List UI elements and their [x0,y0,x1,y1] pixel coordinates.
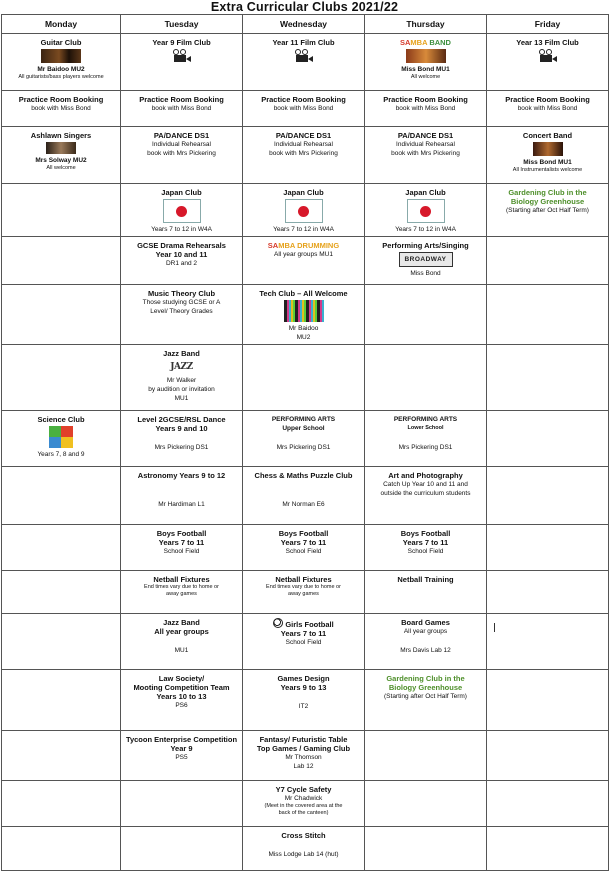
club-cell [487,91,609,127]
club-cell [243,571,365,614]
science-photo [49,426,73,448]
club-cell [365,670,487,731]
club-cell [243,285,365,345]
club-name: Music Theory Club [147,289,216,298]
club-teacher: Mr Walker [166,377,197,384]
empty-cell [2,525,121,571]
empty-cell [487,467,609,525]
jazz-logo: JAZZ [170,362,193,372]
club-cell [2,34,121,91]
table-row [2,525,609,571]
club-cell [121,731,243,781]
club-cell [243,731,365,781]
club-name: Netball Training [397,575,454,584]
empty-cell [2,345,121,411]
empty-cell [365,731,487,781]
club-cell [365,411,487,467]
empty-cell [2,731,121,781]
empty-cell [2,184,121,237]
club-teacher: Mrs Pickering DS1 [154,444,209,451]
club-cell [121,411,243,467]
club-name: PERFORMING ARTS [393,416,458,423]
table-row [2,781,609,827]
club-name: Gardening Club in the [508,188,587,197]
club-note: Years 7 to 12 in W4A [151,226,212,233]
club-name: Japan Club [283,188,324,197]
club-note: book with Mrs Pickering [269,150,338,157]
japan-flag-icon [285,199,323,223]
club-cell [243,34,365,91]
club-cell [365,34,487,91]
clubs-timetable [1,14,609,871]
day-header-friday: Friday [487,15,609,34]
club-cell [121,34,243,91]
club-subtitle: Years 7 to 11 [280,629,327,638]
club-subtitle: Years 7 to 11 [280,538,327,547]
day-header-wednesday: Wednesday [243,15,365,34]
club-name: Year 9 Film Club [152,38,211,47]
guitar-photo [41,49,81,63]
club-note: All guitarists/bass players welcome [18,74,104,80]
club-subtitle: Year 9 [170,744,193,753]
club-subtitle: Lower School [407,425,444,431]
japan-flag-icon [407,199,445,223]
empty-cell [487,525,609,571]
club-name: SAMBA BAND [400,38,451,47]
club-name: Board Games [401,618,450,627]
empty-cell [487,781,609,827]
empty-cell [365,781,487,827]
club-note: Years 7, 8 and 9 [37,451,85,458]
club-cell [365,467,487,525]
empty-cell [487,571,609,614]
club-note: back of the canteen) [278,810,329,816]
club-name: Chess & Maths Puzzle Club [254,471,353,480]
club-cell [365,614,487,670]
club-teacher: Mr Norman E6 [282,501,325,508]
club-cell [365,525,487,571]
club-name: Gardening Club in the [386,674,465,683]
empty-cell [2,614,121,670]
club-note: by audition or invitation [148,386,215,393]
table-row [2,731,609,781]
club-subtitle: Upper School [282,425,325,432]
club-subtitle: All year groups [154,627,209,636]
club-note: book with Mrs Pickering [391,150,460,157]
day-header-tuesday: Tuesday [121,15,243,34]
empty-cell [2,285,121,345]
club-cell [365,571,487,614]
table-row [2,285,609,345]
club-cell [121,614,243,670]
table-row [2,345,609,411]
club-cell [243,670,365,731]
club-note: away games [288,591,319,597]
club-note: Catch Up Year 10 and 11 and [383,481,468,488]
club-note: book with Miss Bond [31,105,91,112]
club-name: PERFORMING ARTS [271,416,336,423]
table-row [2,467,609,525]
club-subtitle: Years 7 to 11 [158,538,205,547]
club-cell [2,127,121,184]
club-name: PA/DANCE DS1 [275,131,332,140]
japan-flag-icon [163,199,201,223]
club-room: PS5 [175,754,188,761]
club-subtitle: Years 9 and 10 [155,424,208,433]
club-name: Japan Club [405,188,446,197]
club-name: Year 13 Film Club [516,38,579,47]
empty-cell [2,571,121,614]
club-name: Netball Fixtures [153,575,210,584]
club-room: MU2 [296,334,311,341]
club-name: Concert Band [522,131,573,140]
club-name: Astronomy Years 9 to 12 [137,471,226,480]
empty-cell [2,827,121,871]
club-cell [243,781,365,827]
empty-cell [121,827,243,871]
club-name: Practice Room Booking [383,95,468,104]
club-teacher: Mrs Solway MU2 [35,157,87,164]
club-note: All Instrumentalists welcome [512,167,583,173]
club-cell [243,91,365,127]
club-cell [243,467,365,525]
club-teacher: Mrs Pickering DS1 [276,444,331,451]
club-room: IT2 [298,703,309,710]
empty-cell [365,285,487,345]
club-room: Lab 12 [293,763,314,770]
club-cell [121,91,243,127]
club-teacher: Miss Bond MU1 [401,66,450,73]
empty-cell [365,827,487,871]
club-note: Level/ Theory Grades [150,308,213,315]
samba-photo [406,49,446,63]
club-cell [2,91,121,127]
club-name: Science Club [37,415,85,424]
club-teacher: Mr Chadwick [284,795,323,802]
empty-cell [121,781,243,827]
club-subtitle: Years 9 to 13 [280,683,327,692]
club-note: All welcome [46,165,76,171]
club-note: away games [166,591,197,597]
broadway-sign: BROADWAY [399,252,453,267]
club-note: Years 7 to 12 in W4A [395,226,456,233]
club-teacher: Mr Baidoo MU2 [37,66,85,73]
club-cell [121,184,243,237]
club-cell [121,670,243,731]
club-name: Law Society/ [158,674,205,683]
club-name: Practice Room Booking [18,95,104,104]
empty-cell [487,614,609,670]
club-name: SAMBA DRUMMING [267,241,340,250]
club-note: All year groups MU1 [274,251,333,258]
club-cell [243,127,365,184]
empty-cell [487,237,609,285]
table-row [2,34,609,91]
club-name: Practice Room Booking [505,95,590,104]
table-row [2,184,609,237]
club-cell [243,411,365,467]
club-teacher: Mr Thomson [285,754,322,761]
club-teacher: Miss Bond MU1 [523,159,572,166]
table-row [2,127,609,184]
club-cell [243,237,365,285]
table-row [2,411,609,467]
club-cell [365,237,487,285]
club-teacher: Mr Baidoo [288,325,319,332]
empty-cell [487,411,609,467]
club-name: Boys Football [156,529,207,538]
club-cell [487,127,609,184]
club-teacher: Miss Lodge Lab 14 (hut) [268,851,339,858]
club-cell [365,184,487,237]
club-note: DR1 and 2 [165,260,198,267]
empty-cell [2,781,121,827]
club-cell [121,127,243,184]
club-cell [121,237,243,285]
club-name: Performing Arts/Singing [382,241,469,250]
club-name: Girls Football [245,618,362,629]
club-name: GCSE Drama Rehearsals [137,241,226,250]
club-note: End times vary due to home or [144,584,219,590]
club-cell [243,184,365,237]
club-cell [121,285,243,345]
club-name: Japan Club [161,188,202,197]
empty-cell [2,237,121,285]
day-header-thursday: Thursday [365,15,487,34]
club-name: Mooting Competition Team [133,683,230,692]
club-name: Netball Fixtures [275,575,332,584]
club-note: End times vary due to home or [266,584,341,590]
club-cell [121,525,243,571]
empty-cell [365,345,487,411]
club-name: Practice Room Booking [139,95,224,104]
club-cell [365,127,487,184]
club-note: book with Mrs Pickering [147,150,216,157]
club-name: PA/DANCE DS1 [397,131,454,140]
club-note: book with Miss Bond [517,105,578,112]
club-name: Ashlawn Singers [30,131,92,140]
club-note: (Meet in the covered area at the [264,803,343,809]
table-row [2,91,609,127]
club-name: Y7 Cycle Safety [275,785,332,794]
film-camera-icon [539,49,557,63]
empty-cell [487,670,609,731]
club-note: Individual Rehearsal [396,141,455,148]
empty-cell [487,285,609,345]
empty-cell [243,345,365,411]
club-note: book with Miss Bond [395,105,456,112]
club-name: Jazz Band [163,349,200,358]
club-note: All year groups [403,628,448,635]
football-icon [273,618,283,628]
page-title: Extra Curricular Clubs 2021/22 [210,0,399,14]
club-name: Tycoon Enterprise Competition [125,735,238,744]
club-cell [243,827,365,871]
empty-cell [2,467,121,525]
film-camera-icon [173,49,191,63]
club-cell [487,184,609,237]
club-room: PS6 [175,702,188,709]
table-row [2,571,609,614]
club-room: School Field [163,548,200,555]
empty-cell [2,670,121,731]
table-row [2,670,609,731]
club-teacher: Mr Hardiman L1 [158,501,205,508]
club-name: Boys Football [278,529,329,538]
club-name: Games Design [277,674,330,683]
club-cell [487,34,609,91]
club-name: Level 2GCSE/RSL Dance [137,415,226,424]
club-name: Biology Greenhouse [388,683,463,692]
club-subtitle: Years 10 to 13 [156,692,207,701]
empty-cell [487,345,609,411]
club-note: book with Miss Bond [273,105,334,112]
text-cursor-mark [494,623,495,632]
club-note: Individual Rehearsal [274,141,333,148]
club-note: Those studying GCSE or A [142,299,221,306]
club-teacher: Mrs Pickering DS1 [398,444,453,451]
club-room: MU1 [174,395,189,402]
club-room: School Field [407,548,444,555]
club-note: All welcome [410,74,441,80]
club-cell [121,345,243,411]
club-note: (Starting after Oct Half Term) [384,693,467,700]
empty-cell [487,827,609,871]
club-subtitle: Year 10 and 11 [155,250,208,259]
club-name: Practice Room Booking [261,95,346,104]
club-name: PA/DANCE DS1 [153,131,210,140]
header-row [2,15,609,34]
club-room: School Field [285,548,322,555]
club-cell [243,614,365,670]
empty-cell [487,731,609,781]
club-note: book with Miss Bond [151,105,212,112]
club-name: Fantasy/ Futuristic Table [259,735,348,744]
club-room: MU1 [174,647,189,654]
club-cell [121,571,243,614]
club-note: Years 7 to 12 in W4A [273,226,334,233]
club-cell [121,467,243,525]
club-name: Top Games / Gaming Club [256,744,351,753]
club-cell [365,91,487,127]
table-row [2,827,609,871]
club-cell [2,411,121,467]
tech-photo [284,300,324,322]
club-name: Biology Greenhouse [510,197,585,206]
club-name: Guitar Club [40,38,82,47]
club-name: Art and Photography [388,471,463,480]
club-name: Year 11 Film Club [272,38,335,47]
club-note: Individual Rehearsal [152,141,211,148]
table-row [2,237,609,285]
club-name: Boys Football [400,529,451,538]
club-teacher: Miss Bond [410,270,441,277]
club-note: (Starting after Oct Half Term) [506,207,589,214]
club-name: Jazz Band [163,618,200,627]
club-teacher: Mrs Davis Lab 12 [400,647,451,654]
club-cell [243,525,365,571]
club-room: School Field [285,639,322,646]
table-row [2,614,609,670]
club-note: outside the curriculum students [380,490,471,497]
club-name: Tech Club – All Welcome [259,289,348,298]
day-header-monday: Monday [2,15,121,34]
singers-photo [46,142,76,154]
concert-band-photo [533,142,563,156]
club-name: Cross Stitch [281,831,326,840]
club-subtitle: Years 7 to 11 [402,538,449,547]
film-camera-icon [295,49,313,63]
